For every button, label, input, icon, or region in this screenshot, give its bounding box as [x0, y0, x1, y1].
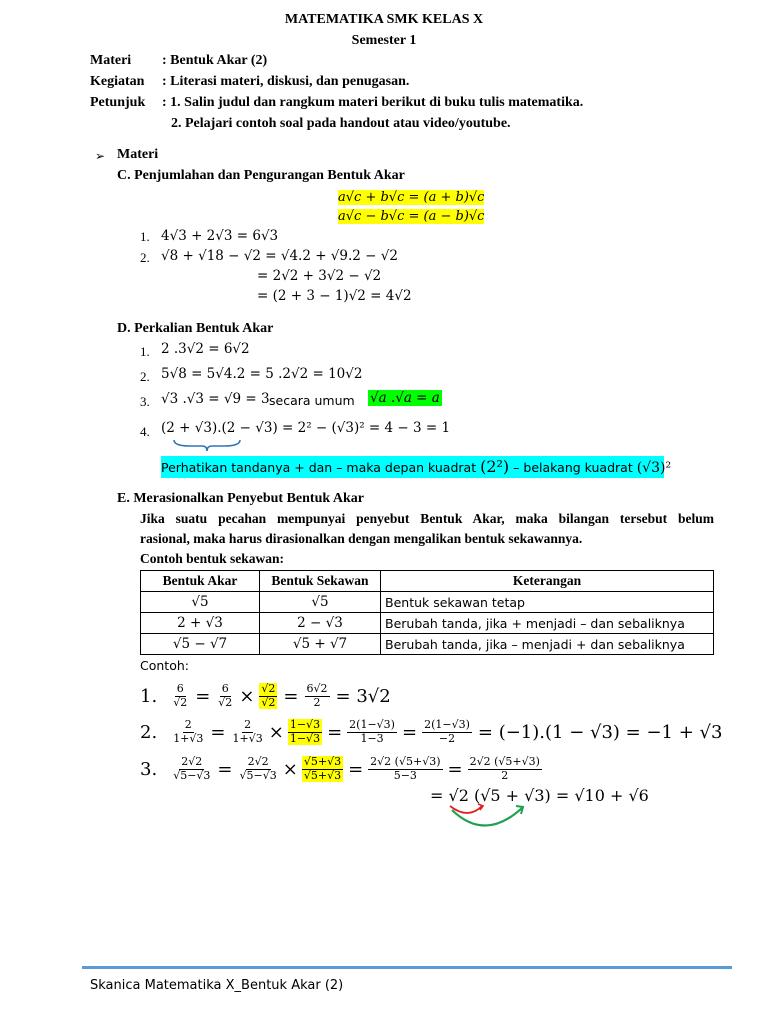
table-cell: 2 + √3 — [141, 613, 260, 634]
petunjuk-label: Petunjuk — [90, 95, 146, 110]
contoh-1-fraction-4 — [305, 683, 330, 708]
contoh-1-fraction-1 — [171, 683, 189, 708]
contoh-2-result: = (−1).(1 − √3) = −1 + √3 — [477, 721, 723, 743]
table-cell: √5 + √7 — [260, 634, 381, 655]
contoh-2-fraction-5 — [422, 719, 472, 744]
numerator: 1−√3 — [289, 718, 321, 732]
contoh-1-fraction-3 — [259, 683, 277, 708]
d-example-4-number: 4. — [140, 424, 150, 439]
contoh-sekawan-label: Contoh bentuk sekawan: — [140, 551, 285, 566]
numerator: √5+√3 — [303, 755, 342, 769]
numerator: 2 — [244, 718, 252, 732]
contoh-3: 3. $\frac{2√2}{√5-√3}$ = $\frac{2√2}{√5-√3}$ × $\frac{√5+√3}{√5+√3}$ = $\frac{2√2 (√5+√3)}{5-3}$ = $\frac{2√2 (√5+√3)}{2}$ — [140, 755, 540, 782]
section-c-heading: C. Penjumlahan dan Pengurangan Bentuk Akar — [117, 168, 405, 183]
section-d-heading: D. Perkalian Bentuk Akar — [117, 321, 274, 336]
denominator: 1−√3 — [289, 731, 321, 745]
contoh-label: Contoh: — [140, 658, 189, 673]
d-example-2-number: 2. — [140, 369, 150, 384]
numerator: 2(1−√3) — [424, 718, 470, 732]
table-header-row — [141, 571, 714, 592]
materi-meta-label: Materi — [90, 53, 132, 68]
footer-rule — [82, 966, 732, 969]
denominator: −2 — [438, 731, 456, 745]
c-example-2-line-1: √8 + √18 − √2 = √4.2 + √9.2 − √2 — [161, 248, 398, 264]
c-example-2-number: 2. — [140, 250, 150, 265]
denominator: √5+√3 — [303, 768, 342, 782]
d-note-mid: – belakang kuadrat — [513, 460, 633, 475]
numerator: √2 — [261, 682, 276, 696]
table-row — [141, 634, 714, 655]
d-example-2: 5√8 = 5√4.2 = 5 .2√2 = 10√2 — [161, 366, 363, 382]
numerator: 6 — [221, 682, 229, 696]
curly-brace-icon — [172, 438, 242, 452]
numerator: 2(1−√3) — [349, 718, 395, 732]
table-header-keterangan: Keterangan — [381, 571, 714, 592]
denominator: 1+√3 — [173, 731, 204, 745]
numerator: 6√2 — [306, 682, 328, 696]
table-cell: Bentuk sekawan tetap — [381, 592, 714, 613]
table-cell: √5 — [260, 592, 381, 613]
contoh-3-fraction-1 — [171, 756, 212, 781]
contoh-3-fraction-5 — [468, 756, 542, 781]
contoh-3-fraction-2 — [238, 756, 279, 781]
d-example-3: √3 .√3 = √9 = 3 — [161, 391, 270, 407]
table-cell: Berubah tanda, jika + menjadi – dan sebaliknya — [381, 613, 714, 634]
materi-meta-value: : Bentuk Akar (2) — [162, 53, 268, 68]
kegiatan-label: Kegiatan — [90, 74, 145, 89]
contoh-2-number: 2. — [140, 721, 158, 743]
table-cell: Berubah tanda, jika – menjadi + dan sebaliknya — [381, 634, 714, 655]
contoh-2-fraction-2 — [231, 719, 265, 744]
numerator: 2√2 — [181, 755, 203, 769]
kegiatan-value: : Literasi materi, diskusi, dan penugasan. — [162, 74, 410, 89]
numerator: 2√2 (√5+√3) — [370, 755, 441, 769]
contoh-2-fraction-4 — [347, 719, 397, 744]
numerator: 2 — [184, 718, 192, 732]
contoh-1-fraction-2 — [216, 683, 234, 708]
contoh-3-fraction-4 — [368, 756, 442, 781]
formula-addition: a√c + b√c = (a + b)√c — [338, 190, 485, 205]
denominator: 1+√3 — [232, 731, 263, 745]
c-example-2-line-2: = 2√2 + 3√2 − √2 — [257, 268, 382, 284]
table-row — [141, 613, 714, 634]
e-paragraph-line-1: Jika suatu pecahan mempunyai penyebut Bentuk Akar, maka bilangan tersebut belum — [140, 511, 714, 526]
e-paragraph-line-2: rasional, maka harus dirasionalkan dengan mengalikan bentuk sekawannya. — [140, 531, 583, 546]
materi-heading: Materi — [117, 147, 159, 162]
document-title: MATEMATIKA SMK KELAS X — [284, 12, 484, 27]
numerator: 2√2 (√5+√3) — [469, 755, 540, 769]
contoh-2-fraction-1 — [171, 719, 205, 744]
numerator: 2√2 — [247, 755, 269, 769]
formula-subtraction: a√c − b√c = (a − b)√c — [338, 209, 485, 224]
d-example-4: (2 + √3).(2 − √3) = 2² − (√3)² = 4 − 3 = 1 — [161, 420, 451, 436]
contoh-3-number: 3. — [140, 758, 158, 780]
denominator: 1−3 — [360, 731, 384, 745]
contoh-1: 1. $\frac{6}{√2}$ = $\frac{6}{√2}$ × $\frac{√2}{√2}$ = $\frac{6√2}{2}$ = 3√2 — [140, 682, 391, 709]
denominator: √5−√3 — [239, 768, 277, 782]
petunjuk-item-1: : 1. Salin judul dan rangkum materi berikut di buku tulis matematika. — [162, 95, 584, 110]
c-example-2-line-3: = (2 + 3 − 1)√2 = 4√2 — [257, 288, 412, 304]
c-example-1: 4√3 + 2√3 = 6√3 — [161, 228, 279, 244]
d-note-front-square: (2²) — [480, 457, 510, 476]
denominator: √2 — [173, 695, 188, 709]
d-example-3-secara-umum: secara umum — [269, 393, 355, 408]
table-row — [141, 592, 714, 613]
d-note-text: Perhatikan tandanya + dan – maka depan kuadrat — [161, 460, 477, 475]
contoh-2: 2. $\frac{2}{1+√3}$ = $\frac{2}{1+√3}$ × $\frac{1-√3}{1-√3}$ = $\frac{2(1-√3)}{1-3}$ = $\frac{2(1-√3)}{-2}$ = (−1).(1 − √3) = −1 + √3 — [140, 718, 723, 745]
contoh-1-number: 1. — [140, 685, 158, 707]
table-cell: √5 − √7 — [141, 634, 260, 655]
table-cell: √5 — [141, 592, 260, 613]
table-header-bentuk-akar: Bentuk Akar — [141, 571, 260, 592]
numerator: 6 — [176, 682, 184, 696]
contoh-1-result: = 3√2 — [335, 685, 391, 707]
denominator: √2 — [261, 695, 276, 709]
distribution-arrows-icon — [440, 800, 540, 836]
contoh-3-line-2: = √2 (√5 + √3) = √10 + √6 — [430, 786, 649, 805]
d-general-rule: √a .√a = a — [370, 390, 440, 406]
d-note-bar — [161, 456, 672, 478]
denominator: 5−3 — [393, 768, 417, 782]
c-example-1-number: 1. — [140, 229, 150, 244]
petunjuk-item-2: 2. Pelajari contoh soal pada handout atau video/youtube. — [171, 116, 511, 131]
sekawan-table — [140, 570, 714, 655]
denominator: √2 — [218, 695, 233, 709]
denominator: 2 — [501, 768, 509, 782]
d-note-back-square: (√3)² — [636, 460, 672, 476]
denominator: √5−√3 — [173, 768, 211, 782]
d-example-1-number: 1. — [140, 344, 150, 359]
d-example-1: 2 .3√2 = 6√2 — [161, 341, 250, 357]
d-example-3-number: 3. — [140, 394, 150, 409]
table-cell: 2 − √3 — [260, 613, 381, 634]
semester-label: Semester 1 — [351, 33, 417, 48]
arrow-bullet-icon: ➢ — [95, 149, 106, 163]
table-header-bentuk-sekawan: Bentuk Sekawan — [260, 571, 381, 592]
section-e-heading: E. Merasionalkan Penyebut Bentuk Akar — [117, 491, 364, 506]
contoh-3-fraction-3 — [302, 756, 343, 781]
contoh-2-fraction-3 — [288, 719, 322, 744]
footer-text: Skanica Matematika X_Bentuk Akar (2) — [90, 978, 344, 993]
denominator: 2 — [313, 695, 321, 709]
